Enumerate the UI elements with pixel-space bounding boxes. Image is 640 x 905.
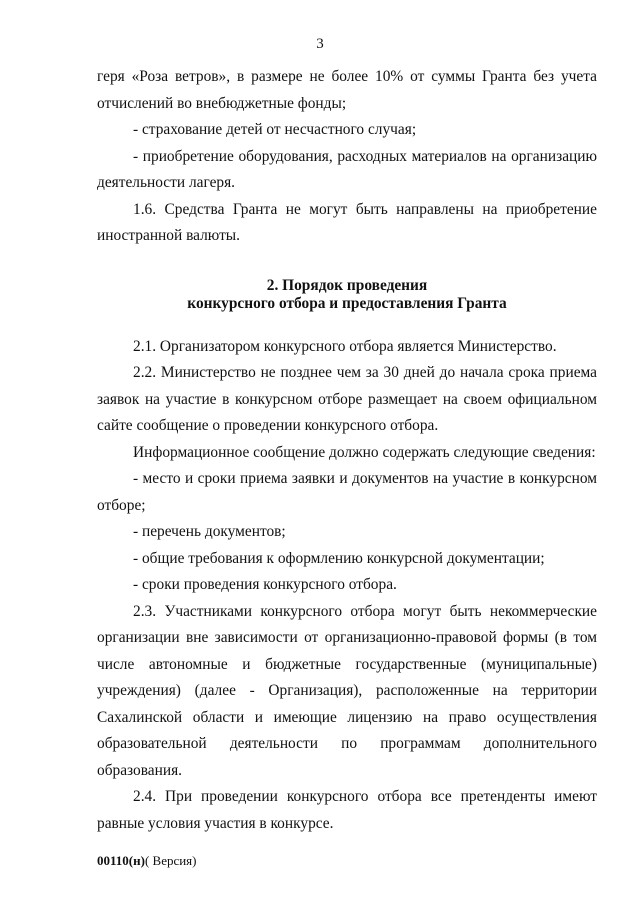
section-heading-line: 2. Порядок проведения	[266, 276, 428, 294]
list-item: - перечень документов;	[133, 523, 286, 540]
document-body	[97, 64, 597, 837]
list-item: - страхование детей от несчастного случая;	[133, 121, 417, 138]
document-code-number: 00110(н)	[97, 853, 145, 868]
paragraph: 2.4. При проведении конкурсного отбора все претенденты имеют равные условия участия в конкурсе.	[97, 788, 597, 832]
paragraph: 2.3. Участниками конкурсного отбора могут быть некоммерческие организации вне зависимости от организационно-правовой формы (в том числе автономные и бюджетные государственные (муниципальные) учреждения) (далее - Организация), расположенные на территории Сахалинской области и имеющие лицензию на право осуществления образовательной деятельности по программам дополнительного образования.	[97, 602, 597, 779]
list-item: - место и сроки приема заявки и документов на участие в конкурсном отборе;	[97, 470, 597, 514]
list-item: - приобретение оборудования, расходных материалов на организацию деятельности лагеря.	[97, 147, 597, 191]
paragraph: Информационное сообщение должно содержать следующие сведения:	[133, 443, 596, 461]
section-heading	[97, 277, 597, 313]
list-item: - общие требования к оформлению конкурсной документации;	[133, 549, 545, 567]
document-version: ( Версия)	[144, 853, 197, 868]
page-number: 3	[316, 36, 324, 52]
paragraph: 1.6. Средства Гранта не могут быть направлены на приобретение иностранной валюты.	[97, 200, 597, 244]
document-code	[97, 853, 197, 869]
paragraph: 2.2. Министерство не позднее чем за 30 дней до начала срока приема заявок на участие в конкурсном отборе размещает на своем официальном сайте сообщение о проведении конкурсного отбора.	[97, 364, 597, 434]
list-item: - сроки проведения конкурсного отбора.	[133, 576, 397, 593]
paragraph: геря «Роза ветров», в размере не более 10% от суммы Гранта без учета отчислений во внебюджетные фонды;	[97, 68, 597, 112]
paragraph: 2.1. Организатором конкурсного отбора является Министерство.	[133, 337, 557, 355]
section-heading-line: конкурсного отбора и предоставления Гранта	[187, 294, 507, 312]
